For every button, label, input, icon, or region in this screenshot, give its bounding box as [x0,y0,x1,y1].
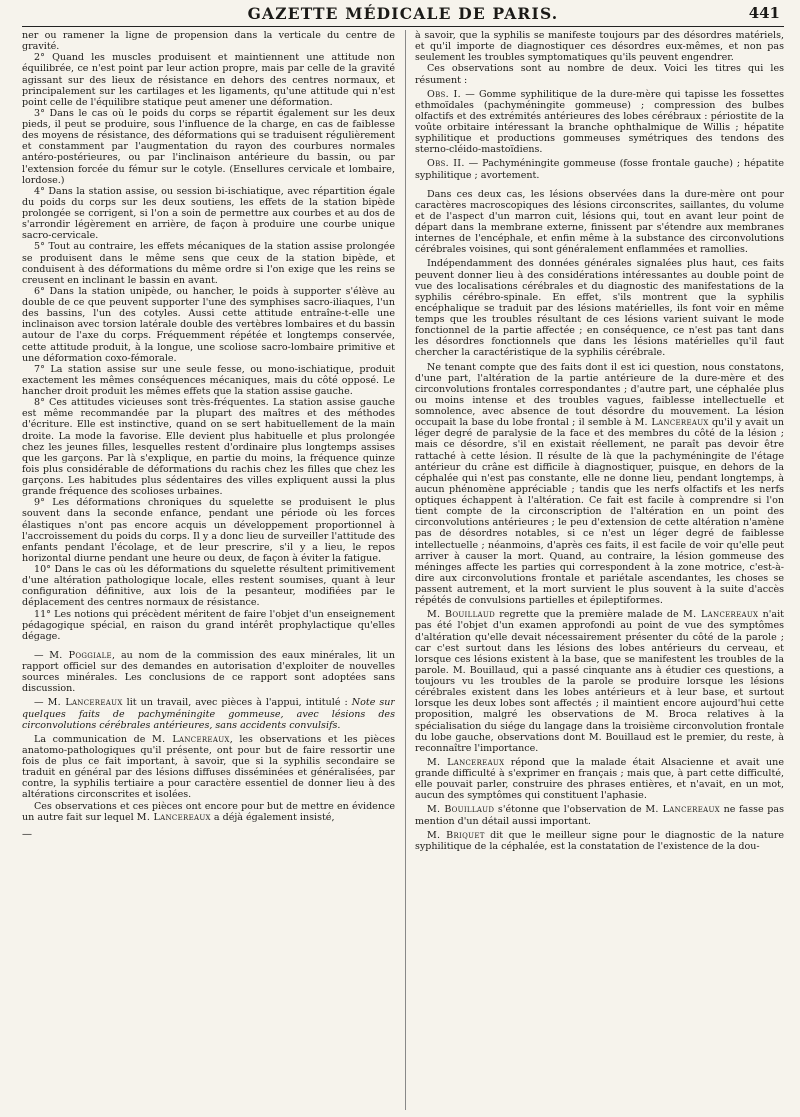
paragraph [415,804,784,826]
observation-label: Obs. I. [426,88,461,100]
paragraph-text: Ne tenant compte que des faits dont il est ici question, nous constatons, d'une part, l'altération de la partie antérieure de la dure-mère et des circonvolutions frontales correspondantes ; d'autre part, une céphalée plus ou moins intense et des troubles vagues, faiblesse intellectuelle et somnolence, avec absence de tout désordre du mouvement. La lésion occupait la base du lobe frontal ; il semble à [414,361,784,429]
speaker-name: M. Lancereaux [136,811,211,823]
speaker-name: M. Lancereaux [426,756,505,768]
paragraph: 5° Tout au contraire, les effets mécaniques de la station assise prolongée se produisent dans le même sens que ceux de la station bipède, et conduisent à des déformations du même ordre si l'on exige que les reins se creusent en inclinant le bassin en avant. [22,241,395,286]
paragraph: 7° La station assise sur une seule fesse, ou mono-ischiatique, produit exactement les mêmes conséquences mécaniques, mais du côté opposé. Le hancher droit produit les mêmes effets que la station assise gauche. [22,363,395,397]
observation-title [415,158,784,180]
paragraph-text: La communication de [34,733,153,745]
paragraph: — M. Poggiale, au nom de la commission des eaux minérales, lit un rapport officiel sur des demandes en autorisation d'exploiter de nouvelles sources minérales. Les conclusions de ce rapport sont adoptées sans discussion. [22,649,395,695]
speaker-name: M. Bouillaud [426,804,495,816]
paragraph-text: ne fasse pas mention d'un détail aussi important. [414,804,784,827]
speaker-name: M. Poggiale, [49,649,116,661]
paragraph [415,362,784,607]
paragraph-text: répond que la malade était Alsacienne et avait une grande difficulté à s'exprimer en français ; mais que, à part cette difficulté, elle pouvait parler, construire des phrases entières, et n'avait, en un mot, aucun des symptômes qui constituent l'aphasie. [414,756,784,802]
page-header [22,4,784,27]
speaker-name: M. Lancereaux [645,804,720,816]
paragraph: 10° Dans le cas où les déformations du squelette résultent primitivement d'une altération pathologique locale, elles restent soumises, quant à leur configuration définitive, aux lois de la pesanteur, modifiées par le déplacement des centres normaux de résistance. [22,564,395,609]
paragraph: 8° Ces attitudes vicieuses sont très-fréquentes. La station assise gauche est même recommandée par la plupart des maîtres et des méthodes d'écriture. Elle est instinctive, quand on se sert habituellement de la main droite. La mode la favorise. Elle devient plus habituelle et plus prolongée chez les jeunes filles, lesquelles restent d'ordinaire plus longtemps assises que les garçons. Par là s'explique, en partie du moins, la fréquence quinze fois plus considérable de déformations du rachis chez les filles que chez les garçons. Les habitudes plus sédentaires des villes expliquent aussi la plus grande fréquence des scolioses urbaines. [22,397,395,498]
observation-label: Obs. II. [426,158,465,170]
speaker-name: M. Bouillaud [426,609,495,621]
paragraph-text: au nom de la commission des eaux minérales, lit un rapport officiel sur des demandes en autorisation d'exploiter de nouvelles sources minérales. Les conclusions de ce rapport sont adoptées sans discussion. [22,649,395,695]
speaker-name: M. Lancereaux [634,417,709,429]
paragraph: Ces observations sont au nombre de deux. Voici les titres qui les résument : [414,63,784,86]
paragraph: Dans ces deux cas, les lésions observées dans la dure-mère ont pour caractères macroscopiques des lésions circonscrites, saillantes, du volume et de l'aspect d'un marron cuit, lésions qui, tout en avant leur point de départ dans la membrane externe, finissent par s'étendre aux membranes internes de l'encéphale, et enfin même à la substance des circonvolutions cérébrales voisines, qui sont généralement enflammées et ramollies. [414,188,784,256]
paragraph: 4° Dans la station assise, ou session bi-ischiatique, avec répartition égale du poids du corps sur les deux soutiens, les effets de la station bipède prolongée se corrigent, si l'on a soin de permettre aux courbes et au dos de s'arrondir légèrement en arrière, de façon à produire une courbe unique sacro-cervicale. [22,185,395,242]
paragraph: à savoir, que la syphilis se manifeste toujours par des désordres matériels, et qu'il importe de diagnostiquer ces désordres eux-mêmes, et non pas seulement les troubles symptomatiques qu'ils peuvent engendrer. [414,30,784,64]
paragraph: 6° Dans la station unipède, ou hancher, le poids à supporter s'élève au double de ce que peuvent supporter l'une des symphises sacro-iliaques, l'un des bassins, l'un des cotyles. Aussi cette attitude entraîne-t-elle une inclinaison avec torsion latérale double des vertèbres lombaires et du bassin autour de l'axe du corps. Fréquemment répétée et longtemps conservée, cette attitude produit, à la longue, une scoliose sacro-lombaire primitive et une déformation coxo-fémorale. [22,285,395,364]
paragraph-text: regrette que la première malade de [495,609,683,621]
footer-mark: — [22,828,32,840]
paragraph: Indépendamment des données générales signalées plus haut, ces faits peuvent donner lieu à des considérations intéressantes au double point de vue des localisations cérébrales et du diagnostic des manifestations de la syphilis cérébro-spinale. En effet, s'ils montrent que la syphilis encéphalique se traduit par des lésions matérielles, ils font voir en même temps que les troubles résultant de ces lésions varient suivant le mode fonctionnel de la partie affectée ; en conséquence, ce n'est pas tant dans les désordres fonctionnels que dans les lésions matérielles qu'il faut chercher la caractéristique de la syphilis cérébrale. [414,258,784,359]
paragraph [22,734,395,801]
paragraph: 3° Dans le cas où le poids du corps se répartit également sur les deux pieds, il peut se produire, sous l'influence de la charge, en cas de faiblesse des moyens de résistance, des déformations qui se traduisent régulièrement et constamment par l'augmentation du rayon des courbures normales antéro-postérieures, ou par l'inclinaison antérieure du bassin, ou par l'extension forcée du fémur sur le cotyle. (Ensellures cervicale et lombaire, lordose.) [22,107,395,186]
right-column [405,30,784,1110]
paragraph [22,801,395,823]
paper-title: Note sur quelques faits de pachyméningite gommeuse, avec lésions des circonvolutions cérébrales antérieures, sans accidents convulsifs. [22,697,395,731]
left-column [22,30,395,1110]
paragraph-text: lit un travail, avec pièces à l'appui, intitulé : [122,697,352,709]
journal-title: GAZETTE MÉDICALE DE PARIS. [247,4,559,23]
paragraph-text: — Gomme syphilitique de la dure-mère qui tapisse les fossettes ethmoïdales (pachyméningite gommeuse) ; compression des bulbes olfactifs et des extrémités antérieures des lobes cérébraux : périostite de la voûte orbitaire intéressant la branche ophthalmique de Willis ; hépatite syphilitique et productions gommeuses symétriques des tendons des sterno-cléido-mastoïdiens. [414,88,784,156]
paragraph: — M. Lancereaux lit un travail, avec pièces à l'appui, intitulé : Note sur quelques faits de pachyméningite gommeuse, avec lésions des circonvolutions cérébrales antérieures, sans accidents convulsifs. [22,697,395,731]
paragraph-text: qu'il y avait un léger degré de paralysie de la face et des membres du côté de la lésion ; mais ce désordre, s'il en existait réellement, ne paraît pas devoir être rattaché à cette lésion. Il résulte de là que la pachyméningite de l'étage antérieur du crâne est difficile à diagnostiquer, puisque, en dehors de la céphalée qui n'est pas constante, elle ne donne lieu, pendant longtemps, à aucun phénomène appréciable ; tandis que les nerfs olfactifs et les nerfs optiques échappent à l'altération. Ce fait est facile à comprendre si l'on tient compte de la circonscription de l'altération en un point des circonvolutions antérieures ; le peu d'extension de cette altération n'amène pas de désordres notables, si ce n'est un léger degré de faiblesse intellectuelle ; néanmoins, d'après ces faits, il est facile de voir qu'elle peut arriver à causer la mort. Quand, au contraire, la lésion gommeuse des méninges affecte les parties qui correspondent à la zone motrice, c'est-à-dire aux circonvolutions frontale et pariétale ascendantes, les choses se passent autrement, et la mort survient le plus souvent à la suite d'accès répétés de convulsions partielles et épileptiformes. [414,417,784,607]
page-number: 441 [748,4,780,22]
speaker-name: M. Briquet [426,829,485,841]
speaker-name: M. Lancereaux [152,733,230,745]
paragraph-text: — Pachyméningite gommeuse (fosse frontale gauche) ; hépatite syphilitique ; avortement. [414,158,784,181]
observation-title [415,89,784,156]
paragraph: 2° Quand les muscles produisent et maintiennent une attitude non équilibrée, ce n'est point par leur action propre, mais par celle de la gravité agissant sur des lieux de résistance en dehors des centres normaux, et principalement sur les cartilages et les ligaments, qu'une attitude qui n'est point celle de l'équilibre statique peut amener une déformation. [22,52,395,108]
paragraph-text: Ces observations et ces pièces ont encore pour but de mettre en évidence un autre fait sur lequel [22,800,395,823]
paragraph [415,757,784,802]
paragraph-text: s'étonne que l'observation de [494,804,646,816]
paragraph-text: n'ait pas été l'objet d'un examen approfondi au point de vue des symptômes d'altération qu'elle devait nécessairement présenter du côté de la parole ; car c'est surtout dans les lésions des lobes antérieurs du cerveau, et lorsque ces lésions existent à la base, que se manifestent les troubles de la parole. M. Bouillaud, qui a passé cinquante ans à étudier ces questions, a toujours vu les troubles de la parole se produire lorsque les lésions cérébrales existent dans les lobes antérieurs et à leur base, et surtout lorsque les deux lobes sont affectés ; il maintient encore aujourd'hui cette proposition, malgré les observations de M. Broca relatives à la spécialisation du siége du langage dans la troisième circonvolution frontale du lobe gauche, observations dont M. Bouillaud est le premier, du reste, à reconnaître l'importance. [414,609,784,754]
paragraph: 11° Les notions qui précèdent méritent de faire l'objet d'un enseignement pédagogique spécial, en raison du grand intérêt prophylactique qu'elles dégage. [22,608,395,642]
paragraph [415,609,784,754]
paragraph-text: a déjà également insisté, [210,811,335,823]
paragraph-text: dit que le meilleur signe pour le diagnostic de la nature syphilitique de la céphalée, est la constatation de l'existence de la dou- [414,829,784,852]
paragraph: ner ou ramener la ligne de propension dans la verticale du centre de gravité. [22,30,395,53]
speaker-name: M. Lancereaux [683,609,759,621]
paragraph [415,830,784,852]
paragraph: 9° Les déformations chroniques du squelette se produisent le plus souvent dans la seconde enfance, pendant une période où les forces élastiques n'ont pas encore acquis un développement proportionnel à l'accroissement du poids du corps. Il y a donc lieu de surveiller l'attitude des enfants pendant l'écolage, et de leur prescrire, s'il y a lieu, le repos horizontal diurne pendant une heure ou deux, de façon à éviter la fatigue. [22,497,395,564]
text-columns [22,30,784,1110]
paragraph-text: , les observations et les pièces anatomo-pathologiques qu'il présente, ont pour but de faire ressortir une fois de plus ce fait important, à savoir, que si la syphilis secondaire se traduit en général par des lésions diffuses disséminées et généralisées, par contre, la syphilis tertiaire a pour caractère essentiel de donner lieu à des altérations circonscrites et isolées. [22,733,395,801]
speaker-name: M. Lancereaux [47,697,123,709]
